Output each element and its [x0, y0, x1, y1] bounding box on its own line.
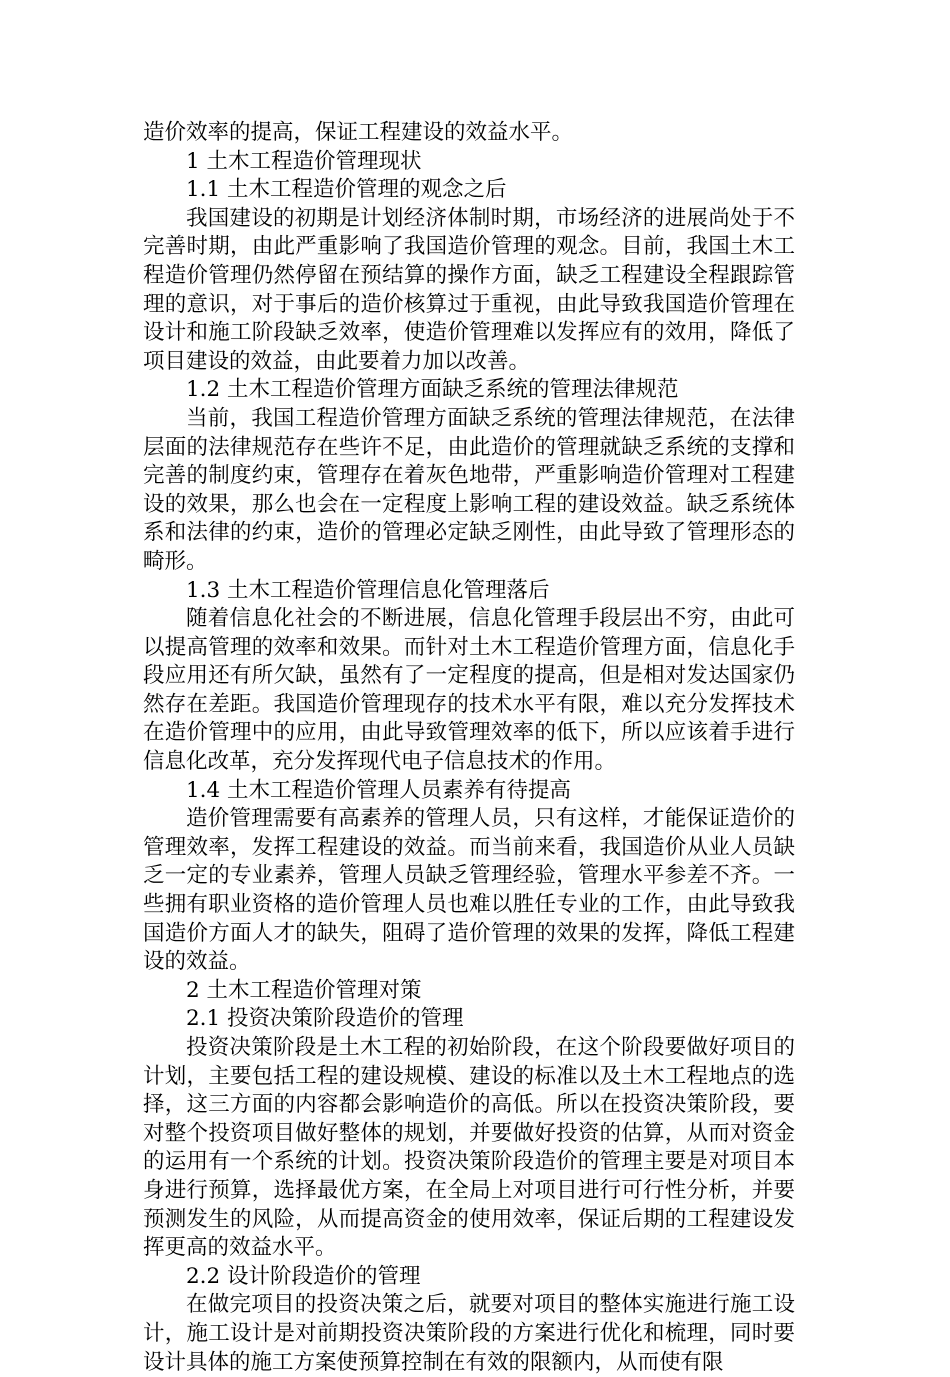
- subsection-heading: 1.2 土木工程造价管理方面缺乏系统的管理法律规范: [186, 377, 679, 403]
- paragraph: 我国建设的初期是计划经济体制时期，市场经济的进展尚处于不完善时期，由此严重影响了我国造价管理的观念。目前，我国土木工程造价管理仍然停留在预结算的操作方面，缺乏工程建设全程跟踪管理的意识，对于事后的造价核算过于重视，由此导致我国造价管理在设计和施工阶段缺乏效率，使造价管理难以发挥应有的效用，降低了项目建设的效益，由此要着力加以改善。: [143, 205, 795, 374]
- subsection-heading: 2.1 投资决策阶段造价的管理: [186, 1006, 464, 1032]
- paragraph-continuation: 造价效率的提高，保证工程建设的效益水平。: [143, 120, 574, 145]
- paragraph: 当前，我国工程造价管理方面缺乏系统的管理法律规范，在法律层面的法律规范存在些许不足，由此造价的管理就缺乏系统的支撑和完善的制度约束，管理存在着灰色地带，严重影响造价管理对工程建设的效果，那么也会在一定程度上影响工程的建设效益。缺乏系统体系和法律的约束，造价的管理必定缺乏刚性，由此导致了管理形态的畸形。: [143, 405, 795, 574]
- subsection-heading: 1.1 土木工程造价管理的观念之后: [186, 177, 507, 203]
- subsection-heading: 1.4 土木工程造价管理人员素养有待提高: [186, 777, 572, 803]
- paragraph: 造价管理需要有高素养的管理人员，只有这样，才能保证造价的管理效率，发挥工程建设的效益。而当前来看，我国造价从业人员缺乏一定的专业素养，管理人员缺乏管理经验，管理水平参差不齐。一些拥有职业资格的造价管理人员也难以胜任专业的工作，由此导致我国造价方面人才的缺失，阻碍了造价管理的效果的发挥，降低工程建设的效益。: [143, 806, 795, 975]
- subsection-heading: 2.2 设计阶段造价的管理: [186, 1263, 421, 1289]
- paragraph: 随着信息化社会的不断进展，信息化管理手段层出不穷，由此可以提高管理的效率和效果。而针对土木工程造价管理方面，信息化手段应用还有所欠缺，虽然有了一定程度的提高，但是相对发达国家仍然存在差距。我国造价管理现存的技术水平有限，难以充分发挥技术在造价管理中的应用，由此导致管理效率的低下，所以应该着手进行信息化改革，充分发挥现代电子信息技术的作用。: [143, 606, 795, 775]
- paragraph: 在做完项目的投资决策之后，就要对项目的整体实施进行施工设计，施工设计是对前期投资决策阶段的方案进行优化和梳理，同时要设计具体的施工方案使预算控制在有效的限额内，从而使有限: [143, 1292, 795, 1375]
- subsection-heading: 1.3 土木工程造价管理信息化管理落后: [186, 577, 550, 603]
- section-heading: 2 土木工程造价管理对策: [186, 977, 422, 1003]
- section-heading: 1 土木工程造价管理现状: [186, 148, 422, 174]
- document-page: [143, 119, 795, 1377]
- paragraph: 投资决策阶段是土木工程的初始阶段，在这个阶段要做好项目的计划，主要包括工程的建设规模、建设的标准以及土木工程地点的选择，这三方面的内容都会影响造价的高低。所以在投资决策阶段，要对整个投资项目做好整体的规划，并要做好投资的估算，从而对资金的运用有一个系统的计划。投资决策阶段造价的管理主要是对项目本身进行预算，选择最优方案，在全局上对项目进行可行性分析，并要预测发生的风险，从而提高资金的使用效率，保证后期的工程建设发挥更高的效益水平。: [143, 1035, 795, 1261]
